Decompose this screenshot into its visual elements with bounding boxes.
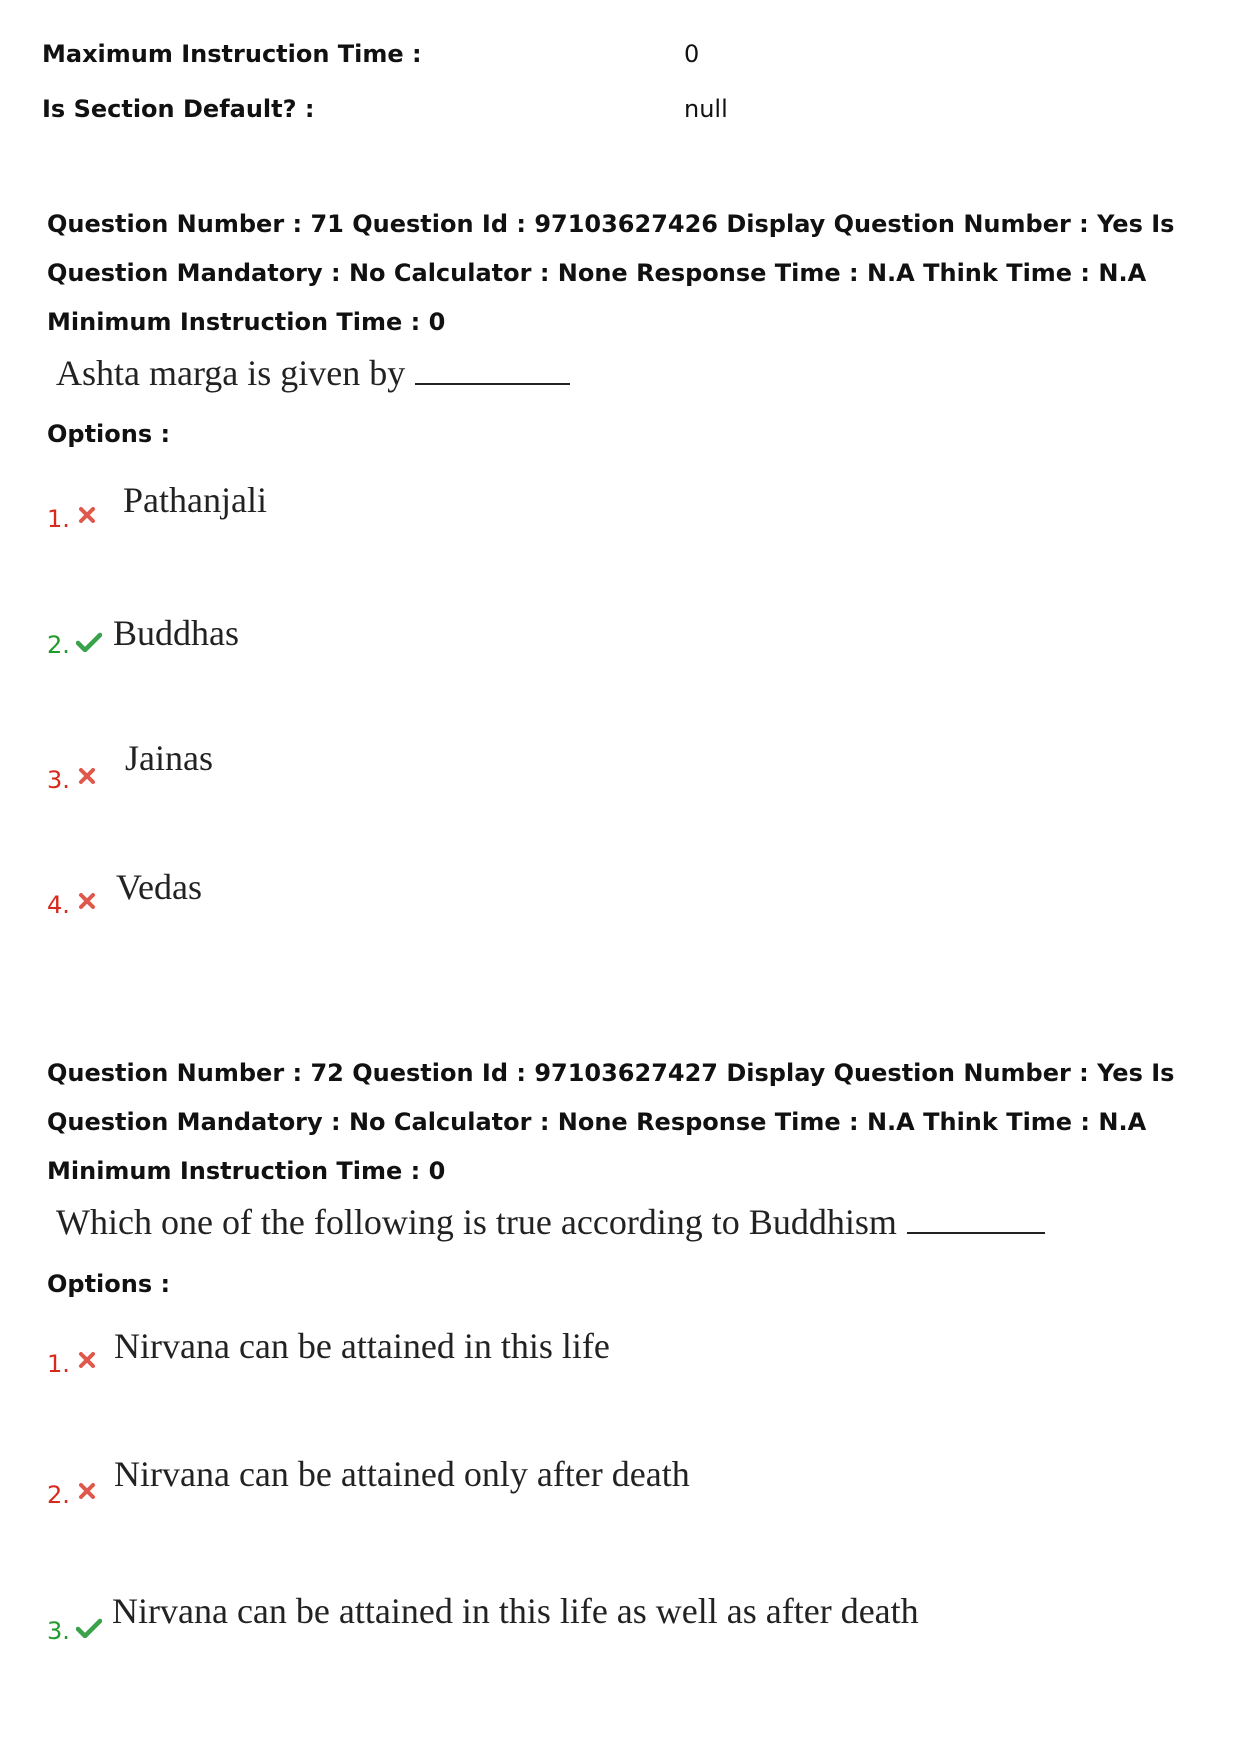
option-text: Buddhas (113, 613, 239, 653)
question-text-content: Which one of the following is true according to Buddhism (56, 1202, 897, 1242)
question-header: Question Number : 71 Question Id : 97103627426 Display Question Number : Yes Is Question Mandatory : No Calculator : None Response Time : N.A Think Time : N.A Minimum Instruction Time : 0 (47, 210, 1175, 336)
option-text: Vedas (116, 867, 202, 907)
option-number: 3. (47, 766, 70, 794)
option-number: 1. (47, 1350, 70, 1378)
option-number: 4. (47, 891, 70, 919)
max-instruction-time-label: Maximum Instruction Time : (42, 40, 422, 68)
options-label: Options : (47, 1270, 171, 1298)
question-header: Question Number : 72 Question Id : 97103627427 Display Question Number : Yes Is Question Mandatory : No Calculator : None Response Time : N.A Think Time : N.A Minimum Instruction Time : 0 (47, 1059, 1175, 1185)
question-text (56, 1201, 1045, 1243)
option-text: Nirvana can be attained only after death (114, 1454, 690, 1494)
options-label: Options : (47, 420, 171, 448)
option-text: Nirvana can be attained in this life as well as after death (112, 1591, 919, 1631)
option-text: Nirvana can be attained in this life (114, 1326, 610, 1366)
check-icon (76, 632, 102, 656)
cross-icon (78, 1351, 96, 1373)
check-icon (76, 1618, 102, 1642)
answer-blank (907, 1202, 1045, 1234)
option-number: 1. (47, 505, 70, 533)
option-text: Pathanjali (123, 480, 267, 520)
cross-icon (78, 767, 96, 789)
answer-blank (415, 353, 570, 385)
cross-icon (78, 892, 96, 914)
cross-icon (78, 506, 96, 528)
option-number: 3. (47, 1617, 70, 1645)
section-default-label: Is Section Default? : (42, 95, 315, 123)
option-number: 2. (47, 1481, 70, 1509)
cross-icon (78, 1482, 96, 1504)
option-number: 2. (47, 631, 70, 659)
max-instruction-time-value: 0 (684, 40, 700, 68)
section-default-value: null (684, 95, 728, 123)
question-text (56, 352, 570, 394)
option-text: Jainas (125, 738, 213, 778)
question-text-content: Ashta marga is given by (56, 353, 406, 393)
